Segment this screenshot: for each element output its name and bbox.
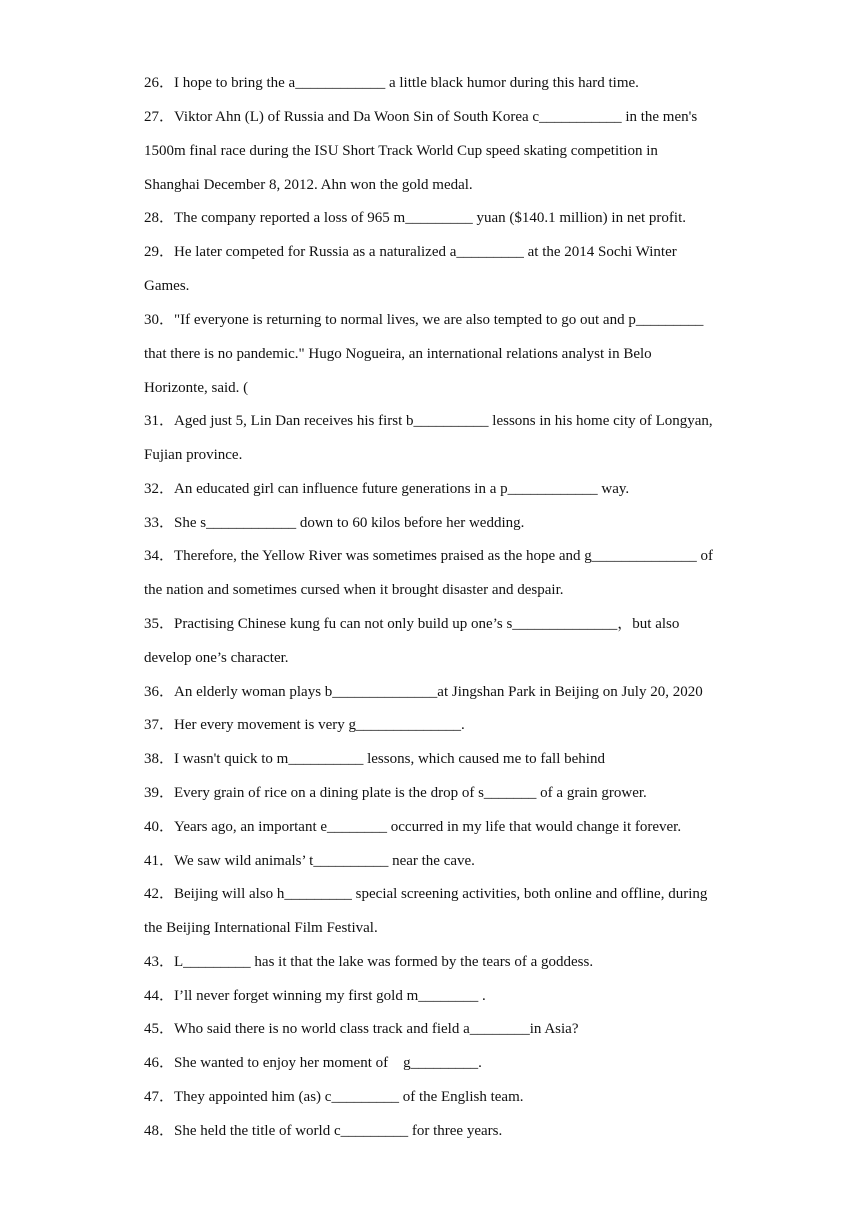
question-32-line: 32．An educated girl can influence future generations in a p____________ way. (144, 481, 630, 497)
question-30-line-3: Horizonte, said. ( (144, 380, 249, 396)
question-31-line-2: Fujian province. (144, 447, 243, 463)
question-34-line-2: the nation and sometimes cursed when it brought disaster and despair. (144, 582, 564, 598)
question-26-line: 26．I hope to bring the a____________ a little black humor during this hard time. (144, 75, 639, 91)
question-37-line: 37．Her every movement is very g______________. (144, 717, 465, 733)
question-27-line-3: Shanghai December 8, 2012. Ahn won the gold medal. (144, 177, 473, 193)
question-33-line: 33．She s____________ down to 60 kilos before her wedding. (144, 515, 525, 531)
question-29-line: 29．He later competed for Russia as a naturalized a_________ at the 2014 Sochi Winter (144, 244, 677, 260)
question-40-line: 40．Years ago, an important e________ occurred in my life that would change it forever. (144, 819, 682, 835)
question-46-line: 46．She wanted to enjoy her moment of g_________. (144, 1055, 482, 1071)
question-44-line: 44．I’ll never forget winning my first gold m________ . (144, 988, 486, 1004)
question-31-line: 31．Aged just 5, Lin Dan receives his first b__________ lessons in his home city of Longyan, (144, 413, 713, 429)
question-39-line: 39．Every grain of rice on a dining plate is the drop of s_______ of a grain grower. (144, 785, 647, 801)
question-43-line: 43．L_________ has it that the lake was formed by the tears of a goddess. (144, 954, 594, 970)
question-48-line: 48．She held the title of world c_________ for three years. (144, 1123, 503, 1139)
question-45-line: 45．Who said there is no world class track and field a________in Asia? (144, 1021, 579, 1037)
question-28-line: 28．The company reported a loss of 965 m_________ yuan ($140.1 million) in net profit. (144, 210, 686, 226)
question-42-line: 42．Beijing will also h_________ special screening activities, both online and offline, during (144, 886, 708, 902)
question-27-line-2: 1500m final race during the ISU Short Track World Cup speed skating competition in (144, 143, 658, 159)
question-30-line: 30．"If everyone is returning to normal lives, we are also tempted to go out and p_________ (144, 312, 704, 328)
question-35-line: 35．Practising Chinese kung fu can not only build up one’s s______________，but also (144, 616, 680, 632)
question-47-line: 47．They appointed him (as) c_________ of the English team. (144, 1089, 524, 1105)
question-30-line-2: that there is no pandemic." Hugo Nogueira, an international relations analyst in Belo (144, 346, 652, 362)
question-34-line: 34．Therefore, the Yellow River was sometimes praised as the hope and g______________ of (144, 548, 714, 564)
question-35-line-2: develop one’s character. (144, 650, 289, 666)
question-29-line-2: Games. (144, 278, 190, 294)
question-41-line: 41．We saw wild animals’ t__________ near the cave. (144, 853, 475, 869)
question-36-line: 36．An elderly woman plays b______________at Jingshan Park in Beijing on July 20, 2020 (144, 684, 703, 700)
question-38-line: 38．I wasn't quick to m__________ lessons, which caused me to fall behind (144, 751, 605, 767)
question-27-line: 27．Viktor Ahn (L) of Russia and Da Woon Sin of South Korea c___________ in the men's (144, 109, 698, 125)
question-42-line-2: the Beijing International Film Festival. (144, 920, 378, 936)
